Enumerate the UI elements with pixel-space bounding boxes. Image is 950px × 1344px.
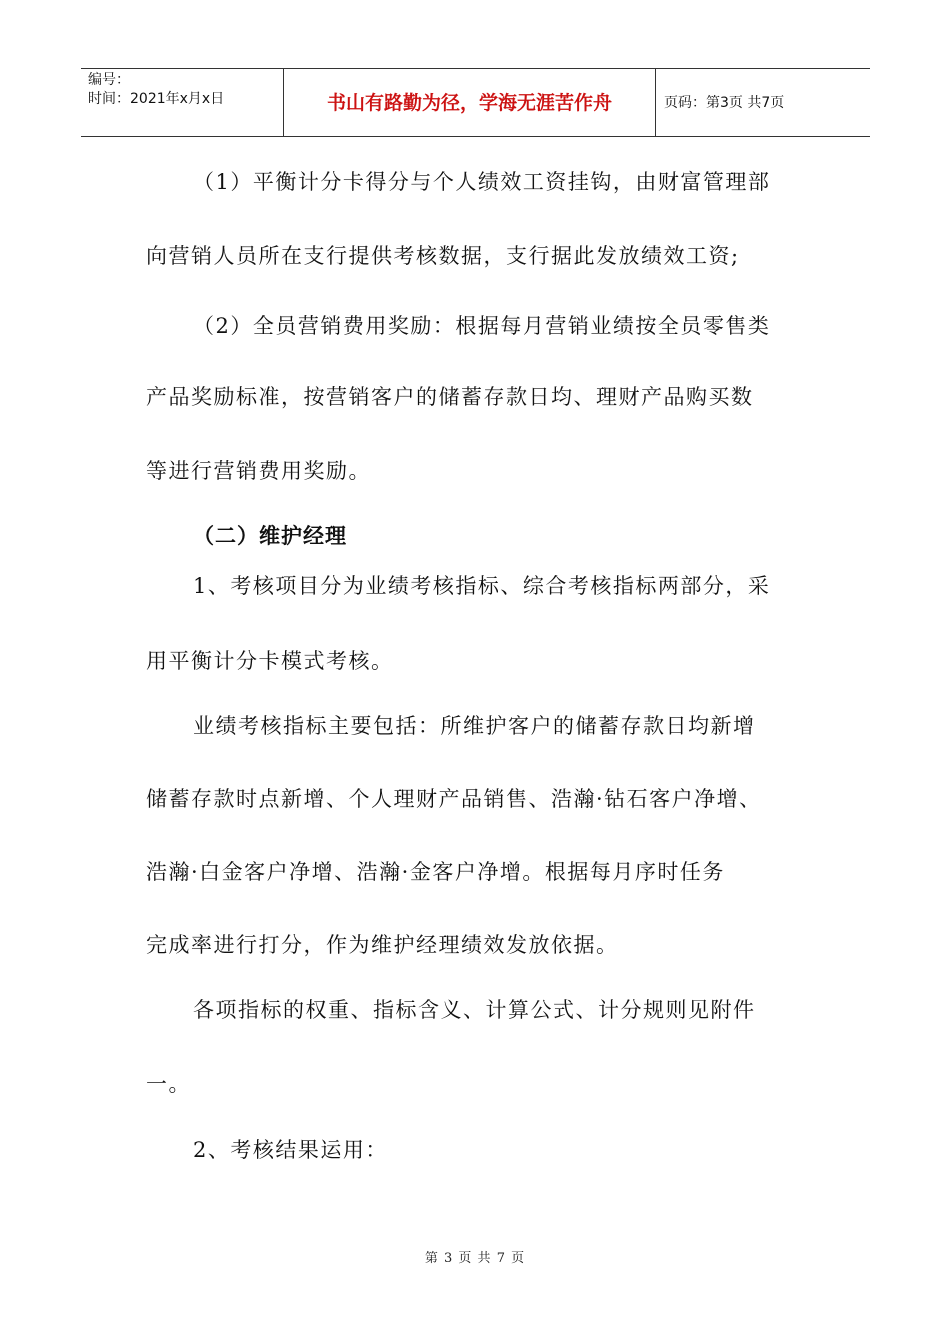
body-line-4: 产品奖励标准，按营销客户的储蓄存款日均、理财产品购买数 bbox=[146, 385, 754, 409]
header-motto: 书山有路勤为径，学海无涯苦作舟 bbox=[284, 69, 656, 136]
body-line-9: 业绩考核指标主要包括：所维护客户的储蓄存款日均新增 bbox=[193, 714, 756, 738]
body-line-2: 向营销人员所在支行提供考核数据，支行据此发放绩效工资; bbox=[146, 244, 740, 268]
body-line-1: （1）平衡计分卡得分与个人绩效工资挂钩，由财富管理部 bbox=[193, 170, 771, 194]
header-page-info: 页码：第3页 共7页 bbox=[664, 94, 785, 111]
body-line-12: 完成率进行打分，作为维护经理绩效发放依据。 bbox=[146, 933, 619, 957]
header-time-label: 时间：2021年x月x日 bbox=[88, 91, 225, 107]
page-header bbox=[81, 68, 870, 137]
body-line-7: 1、考核项目分为业绩考核指标、综合考核指标两部分，采 bbox=[193, 574, 771, 598]
body-line-3: （2）全员营销费用奖励：根据每月营销业绩按全员零售类 bbox=[193, 314, 771, 338]
header-meta bbox=[81, 69, 284, 136]
body-line-10: 储蓄存款时点新增、个人理财产品销售、浩瀚·钻石客户净增、 bbox=[146, 787, 762, 811]
header-number-label: 编号： bbox=[88, 72, 130, 88]
body-line-5: 等进行营销费用奖励。 bbox=[146, 459, 371, 483]
body-line-11: 浩瀚·白金客户净增、浩瀚·金客户净增。根据每月序时任务 bbox=[146, 860, 725, 884]
body-line-14: 一。 bbox=[146, 1072, 191, 1096]
body-line-8: 用平衡计分卡模式考核。 bbox=[146, 649, 394, 673]
page-footer: 第 3 页 共 7 页 bbox=[424, 1251, 526, 1266]
section-heading: （二）维护经理 bbox=[193, 524, 347, 548]
body-line-15: 2、考核结果运用： bbox=[193, 1138, 388, 1162]
body-line-13: 各项指标的权重、指标含义、计算公式、计分规则见附件 bbox=[193, 998, 756, 1022]
